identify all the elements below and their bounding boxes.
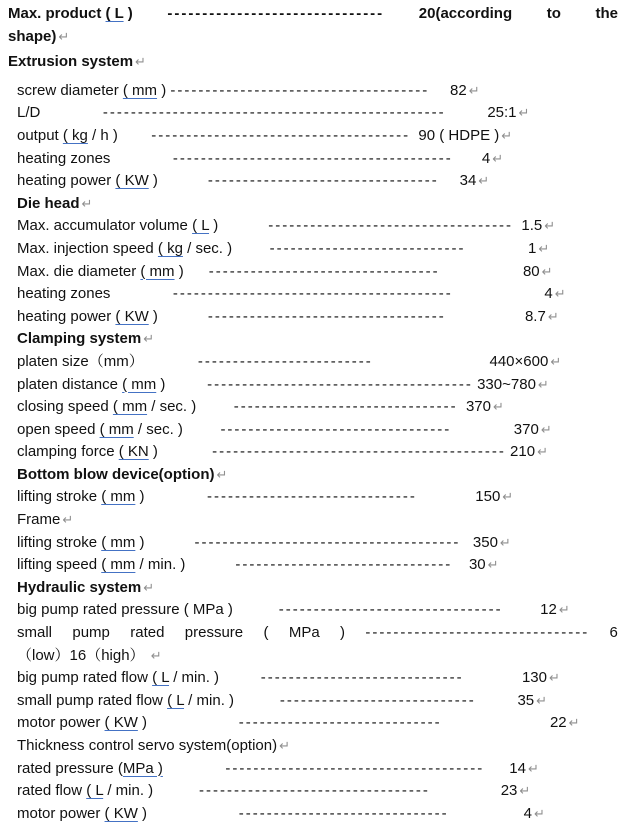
text-row <box>8 26 632 49</box>
gap-spaces <box>429 82 450 99</box>
spec-value: 6 <box>609 624 618 642</box>
spec-text: （low）16（high） <box>17 646 145 664</box>
gap-spaces <box>453 285 545 302</box>
gap-spaces <box>446 308 525 325</box>
dash-leader: --------------------------------- <box>208 262 440 280</box>
spec-row <box>8 261 632 284</box>
gap-spaces <box>158 172 208 189</box>
gap-spaces <box>163 760 226 777</box>
gap-spaces <box>453 150 482 167</box>
spec-text: heating power <box>17 172 116 190</box>
spec-text: heating zones <box>17 149 111 167</box>
spec-text: Thickness control servo system(option) <box>17 737 278 754</box>
dash-leader: -------------------------------- <box>278 601 503 619</box>
return-mark: ↵ <box>518 106 530 122</box>
dash-leader: ------------------------------ <box>238 804 449 822</box>
spec-row <box>8 803 632 826</box>
spec-unit-underlined: ( L <box>192 217 210 235</box>
gap-spaces <box>484 760 509 777</box>
dash-leader: ---------------------------------------- <box>172 149 453 167</box>
return-mark: ↵ <box>143 332 155 348</box>
return-mark: ↵ <box>537 445 548 461</box>
spec-row <box>8 306 632 329</box>
return-mark: ↵ <box>81 196 93 212</box>
gap-spaces <box>452 556 469 573</box>
spec-text: ) <box>148 307 158 325</box>
section-heading <box>8 51 632 74</box>
spec-unit-underlined: ( KN <box>118 443 149 461</box>
spec-text: Extrusion system <box>8 53 134 71</box>
spec-text: Frame <box>17 511 61 529</box>
gap-spaces <box>439 172 460 189</box>
spec-value: 150 <box>475 488 501 506</box>
spec-text: / sec. ) <box>182 239 233 257</box>
gap-spaces <box>458 398 466 415</box>
return-mark: ↵ <box>492 400 504 416</box>
spec-value: 8.7 <box>524 307 546 325</box>
gap-spaces <box>430 782 501 799</box>
spec-text: Max. die diameter <box>17 262 141 280</box>
spec-value: 34 <box>459 172 477 190</box>
spec-value: 80 <box>522 262 540 280</box>
return-mark: ↵ <box>568 716 580 732</box>
spec-text: ) <box>148 172 158 190</box>
spec-text: ) <box>135 533 145 551</box>
spec-row <box>8 238 632 261</box>
spec-value: 1.5 <box>521 217 543 235</box>
spec-text: Die head <box>17 194 80 212</box>
spec-value: 210 <box>510 443 536 461</box>
gap-spaces <box>440 263 523 280</box>
spec-text: / min. ) <box>184 691 235 709</box>
gap-spaces <box>233 601 279 618</box>
gap-spaces <box>451 421 514 438</box>
spec-value: 350 <box>472 533 498 551</box>
gap-spaces <box>232 240 270 257</box>
spec-text: ) <box>123 5 133 22</box>
dash-leader: --------------------------------- <box>220 420 452 438</box>
spec-row-justified <box>8 622 632 645</box>
spec-value: 130 <box>521 669 547 687</box>
justified-item <box>289 622 320 645</box>
return-mark: ↵ <box>540 422 552 438</box>
spec-unit-underlined: ( mm <box>122 375 157 393</box>
return-mark: ↵ <box>499 535 511 551</box>
return-mark: ↵ <box>501 128 513 144</box>
gap-spaces <box>144 353 198 370</box>
dash-leader: ------------------------- <box>197 352 373 370</box>
justified-item <box>340 622 345 645</box>
spec-value: 12 <box>540 601 557 619</box>
spec-row <box>8 599 632 622</box>
section-heading <box>8 577 632 600</box>
spec-text: platen size（mm） <box>17 352 144 370</box>
dash-leader: ----------------------------- <box>260 669 464 687</box>
spec-row <box>8 374 632 397</box>
gap-spaces <box>460 534 473 551</box>
spec-text: output <box>17 126 63 144</box>
spec-unit-underlined: ( L <box>167 691 185 709</box>
gap-spaces <box>464 669 522 686</box>
dash-leader: -------------------------------------- <box>207 375 473 393</box>
justified-item <box>547 3 561 26</box>
spec-text: small pump rated flow <box>17 691 168 709</box>
spec-text: open speed <box>17 420 100 438</box>
spec-text: MPa <box>288 624 320 642</box>
spec-text: ) <box>157 81 167 99</box>
spec-text: pump <box>72 624 110 642</box>
gap-spaces <box>446 104 488 121</box>
text-row <box>8 645 632 668</box>
spec-unit-underlined: ( KW <box>115 307 149 325</box>
dash-leader: ------------------------------ <box>207 488 417 506</box>
return-mark: ↵ <box>558 603 570 619</box>
spec-value: 370 <box>513 420 539 438</box>
spec-unit-underlined: ( mm <box>99 420 134 438</box>
return-mark: ↵ <box>541 264 553 280</box>
spec-row <box>8 441 632 464</box>
dash-leader: ---------------------------------- <box>207 307 446 325</box>
gap-spaces <box>373 353 490 370</box>
justified-item <box>130 622 164 645</box>
spec-value: 4 <box>481 149 491 167</box>
return-mark: ↵ <box>502 490 514 506</box>
gap-spaces <box>110 150 173 167</box>
spec-unit-underlined: ( KW <box>104 714 138 732</box>
return-mark: ↵ <box>554 287 566 303</box>
spec-text: lifting stroke <box>17 488 102 506</box>
spec-text: / min. ) <box>169 669 220 687</box>
spec-unit-underlined: ( kg <box>157 239 183 257</box>
spec-text: screw diameter <box>17 81 123 99</box>
dash-leader: ------------------------------------- <box>170 81 430 99</box>
dash-leader: ------------------------------------- <box>151 126 411 144</box>
gap-spaces <box>196 398 234 415</box>
return-mark: ↵ <box>548 671 560 687</box>
dash-leader: ----------------------------------- <box>268 217 514 235</box>
dash-leader: -------------------------------- <box>233 398 458 416</box>
spec-value: 35 <box>517 691 535 709</box>
spec-text: Bottom blow device(option) <box>17 465 215 483</box>
gap-spaces <box>234 692 280 709</box>
return-mark: ↵ <box>150 648 162 664</box>
gap-spaces <box>145 534 195 551</box>
return-mark: ↵ <box>487 558 499 574</box>
justified-item <box>8 3 133 26</box>
spec-row <box>8 758 632 781</box>
spec-unit-underlined: ( L <box>105 5 124 22</box>
spec-text: Hydraulic system <box>17 578 142 596</box>
return-mark: ↵ <box>492 151 504 167</box>
return-mark: ↵ <box>279 739 290 754</box>
spec-unit-underlined: ( mm <box>101 533 136 551</box>
dash-leader: ---------------------------- <box>279 691 476 709</box>
spec-value: 82 <box>450 81 467 99</box>
spec-text: lifting stroke <box>17 533 102 551</box>
gap-spaces <box>503 601 541 618</box>
gap-spaces <box>449 805 524 822</box>
spec-value: 370 <box>465 398 491 416</box>
spec-text: ) <box>137 714 148 732</box>
spec-row <box>8 690 632 713</box>
spec-text: / h ) <box>87 126 118 144</box>
dash-leader: --------------------------------- <box>207 172 439 190</box>
spec-row <box>8 667 632 690</box>
spec-row <box>8 554 632 577</box>
spec-value: 25:1 <box>487 104 517 122</box>
gap-spaces <box>158 443 212 460</box>
spec-text: / min. ) <box>135 556 186 574</box>
spec-unit-underlined: ( KW <box>104 804 138 822</box>
justified-item <box>185 622 243 645</box>
spec-unit-underlined: MPa ) <box>122 759 163 777</box>
gap-spaces <box>476 692 518 709</box>
gap-spaces <box>218 217 268 234</box>
gap-spaces <box>442 714 550 731</box>
spec-text: ) <box>340 624 346 642</box>
spec-value: 4 <box>523 804 532 822</box>
text-row <box>8 509 632 532</box>
spec-row <box>8 215 632 238</box>
spec-text: ) <box>137 804 148 822</box>
spec-text: L/D <box>17 104 41 122</box>
gap-spaces <box>153 782 199 799</box>
spec-text: ) <box>174 262 184 280</box>
gap-spaces <box>417 488 475 505</box>
spec-text: motor power <box>17 714 105 732</box>
spec-value: 22 <box>549 714 567 732</box>
dash-leader: -------------------------------- <box>365 624 590 642</box>
spec-unit-underlined: ( L <box>152 669 170 687</box>
return-mark: ↵ <box>519 784 531 800</box>
spec-text: rated flow <box>17 782 87 800</box>
spec-text: big pump rated flow <box>17 669 153 687</box>
spec-text: Max. accumulator volume <box>17 217 193 235</box>
spec-text: big pump rated pressure ( MPa ) <box>17 601 233 619</box>
spec-row <box>8 396 632 419</box>
spec-text: the <box>595 5 618 22</box>
dash-leader: ---------------------------- <box>269 239 466 257</box>
dash-leader: ---------------------------------------- <box>172 285 453 303</box>
justified-item <box>263 622 268 645</box>
spec-unit-underlined: ( KW <box>115 172 149 190</box>
spec-row <box>8 712 632 735</box>
spec-text: platen distance <box>17 375 123 393</box>
return-mark: ↵ <box>537 377 549 393</box>
spec-text: Max. injection speed <box>17 239 158 257</box>
spec-text: rated pressure ( <box>17 759 123 777</box>
return-mark: ↵ <box>536 693 548 709</box>
gap-spaces <box>185 556 235 573</box>
spec-value: 1 <box>528 239 537 257</box>
dash-leader: ------------------------------- <box>235 556 453 574</box>
section-heading <box>8 328 632 351</box>
spec-text: ) <box>148 443 158 461</box>
return-mark: ↵ <box>135 55 146 71</box>
spec-row-justified <box>8 3 632 26</box>
justified-item <box>419 3 512 26</box>
spec-text: / min. ) <box>103 782 154 800</box>
return-mark: ↵ <box>533 806 545 822</box>
spec-value: 14 <box>509 759 526 777</box>
spec-row <box>8 125 632 148</box>
spec-unit-underlined: ( mm <box>101 488 136 506</box>
spec-unit-underlined: ( kg <box>62 126 88 144</box>
spec-text: heating zones <box>17 285 111 303</box>
gap-spaces <box>466 240 529 257</box>
spec-text: / sec. ) <box>133 420 183 438</box>
gap-spaces <box>158 308 208 325</box>
spec-value: 330~780 <box>477 375 536 393</box>
spec-value: 23 <box>500 782 518 800</box>
return-mark: ↵ <box>58 29 70 45</box>
spec-text: 20(according <box>418 5 513 22</box>
spec-text: lifting speed <box>17 556 102 574</box>
justified-item <box>17 622 52 645</box>
return-mark: ↵ <box>468 83 480 99</box>
gap-spaces <box>110 285 173 302</box>
gap-spaces <box>219 669 261 686</box>
return-mark: ↵ <box>538 241 550 257</box>
return-mark: ↵ <box>478 174 490 190</box>
dash-leader: -------------------------------------- <box>194 533 461 551</box>
return-mark: ↵ <box>550 354 562 370</box>
dash-leader: ------------------------------- <box>167 5 385 22</box>
spec-row <box>8 419 632 442</box>
spec-row <box>8 148 632 171</box>
spec-value: 440×600 <box>489 352 549 370</box>
spec-text: ) <box>156 375 166 393</box>
spec-row <box>8 102 632 125</box>
gap-spaces <box>145 488 208 505</box>
spec-text: small <box>17 624 53 642</box>
spec-text: pressure <box>184 624 244 642</box>
spec-text: clamping force <box>17 443 119 461</box>
gap-spaces <box>147 805 239 822</box>
section-heading <box>8 464 632 487</box>
spec-unit-underlined: ( L <box>86 782 104 800</box>
dash-leader: ------------------------------------- <box>225 759 485 777</box>
spec-row <box>8 532 632 555</box>
dash-leader: ------------------------------------------ <box>212 443 506 461</box>
spec-text: / sec. ) <box>147 398 197 416</box>
gap-spaces <box>40 104 103 121</box>
gap-spaces <box>147 714 239 731</box>
justified-item <box>365 622 589 645</box>
return-mark: ↵ <box>62 513 74 529</box>
spec-text: motor power <box>17 804 105 822</box>
justified-item <box>72 622 110 645</box>
return-mark: ↵ <box>544 219 556 235</box>
spec-text: Clamping system <box>17 330 142 348</box>
spec-unit-underlined: ( mm <box>101 556 136 574</box>
spec-text: rated <box>130 624 165 642</box>
gap-spaces <box>183 421 221 438</box>
spec-row <box>8 486 632 509</box>
return-mark: ↵ <box>527 761 539 777</box>
spec-row <box>8 170 632 193</box>
spec-text: ) <box>209 217 219 235</box>
spec-unit-underlined: ( mm <box>122 81 158 99</box>
justified-item <box>610 622 618 645</box>
spec-value: 30 <box>468 556 486 574</box>
spec-row <box>8 780 632 803</box>
dash-leader: --------------------------------- <box>199 782 430 800</box>
spec-text: closing speed <box>17 398 113 416</box>
justified-item <box>595 3 618 26</box>
section-heading <box>8 193 632 216</box>
spec-text: ( <box>263 624 269 642</box>
dash-leader: ----------------------------- <box>238 714 442 732</box>
spec-unit-underlined: ( mm <box>140 262 175 280</box>
spec-value: 90 ( HDPE ) <box>418 126 500 144</box>
spec-text: shape) <box>8 27 57 45</box>
spec-text: Max. product <box>8 5 106 22</box>
spec-row <box>8 351 632 374</box>
justified-item <box>167 3 384 26</box>
spec-row <box>8 283 632 306</box>
spec-text: heating power <box>17 307 116 325</box>
spec-unit-underlined: ( mm <box>112 398 148 416</box>
return-mark: ↵ <box>547 309 559 325</box>
dash-leader: ------------------------------------------------- <box>102 104 446 122</box>
spec-text: to <box>546 5 561 22</box>
gap-spaces <box>118 127 151 144</box>
return-mark: ↵ <box>216 467 228 483</box>
spec-value: 4 <box>544 285 553 303</box>
return-mark: ↵ <box>143 580 155 596</box>
spec-text: ) <box>135 488 145 506</box>
spec-row <box>8 80 632 103</box>
text-row <box>8 735 632 758</box>
gap-spaces <box>165 376 207 393</box>
gap-spaces <box>184 263 209 280</box>
